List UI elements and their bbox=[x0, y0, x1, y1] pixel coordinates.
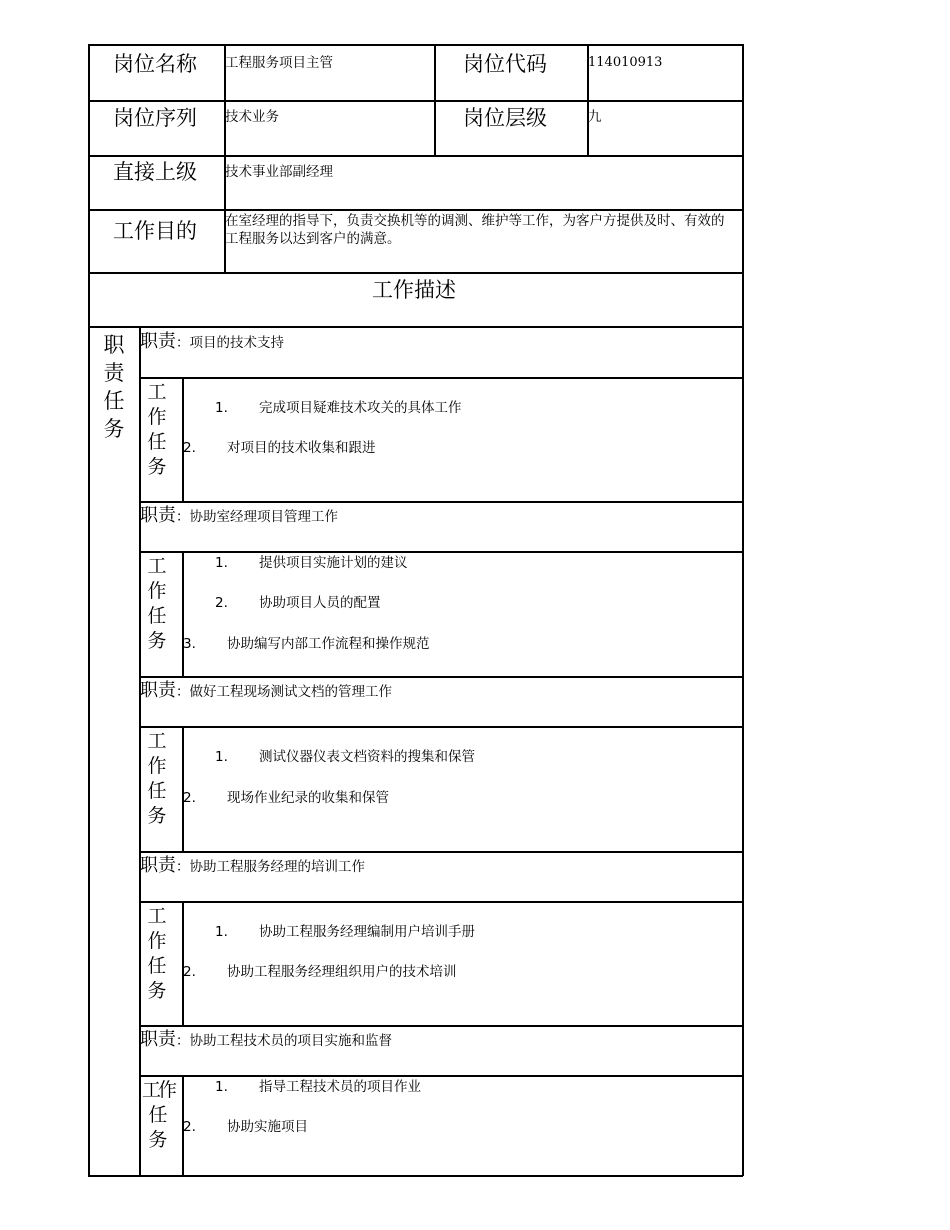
position-level-label: 岗位层级 bbox=[463, 106, 547, 130]
task-label-3: 工 作 任 务 bbox=[147, 730, 167, 827]
duty-prefix: 职责 bbox=[140, 855, 176, 876]
task-label-1: 工 作 任 务 bbox=[147, 381, 167, 478]
duty-5 bbox=[140, 1029, 392, 1052]
position-code-value: 114010913 bbox=[588, 55, 663, 70]
duty-prefix: 职责 bbox=[140, 1029, 176, 1050]
position-code-label: 岗位代码 bbox=[463, 52, 547, 76]
task-3-2: 2. 现场作业纪录的收集和保管 bbox=[183, 790, 389, 806]
task-1-2: 2. 对项目的技术收集和跟进 bbox=[183, 440, 376, 456]
duty-title: ：协助工程服务经理的培训工作 bbox=[176, 859, 365, 875]
duty-title: ：项目的技术支持 bbox=[176, 335, 284, 351]
position-series-label: 岗位序列 bbox=[113, 106, 197, 130]
task-2-2: 2. 协助项目人员的配置 bbox=[215, 595, 381, 611]
duty-2 bbox=[140, 505, 338, 528]
duty-prefix: 职责 bbox=[140, 331, 176, 352]
position-series-value: 技术业务 bbox=[225, 109, 279, 125]
objective-label: 工作目的 bbox=[113, 219, 197, 243]
position-name-value: 工程服务项目主管 bbox=[225, 55, 333, 71]
task-4-2: 2. 协助工程服务经理组织用户的技术培训 bbox=[183, 964, 457, 980]
duty-4 bbox=[140, 855, 365, 878]
duty-3 bbox=[140, 680, 392, 703]
duty-title: ：做好工程现场测试文档的管理工作 bbox=[176, 684, 392, 700]
duty-title: ：协助工程技术员的项目实施和监督 bbox=[176, 1033, 392, 1049]
task-label-2: 工 作 任 务 bbox=[147, 555, 167, 652]
position-level-value: 九 bbox=[588, 109, 602, 125]
task-label-5: 工作 任 务 bbox=[142, 1079, 175, 1151]
duty-prefix: 职责 bbox=[140, 505, 176, 526]
duties-vertical-label: 职 责 任 务 bbox=[103, 333, 125, 441]
task-2-1: 1. 提供项目实施计划的建议 bbox=[215, 555, 408, 571]
task-label-4: 工 作 任 务 bbox=[147, 905, 167, 1002]
duty-prefix: 职责 bbox=[140, 680, 176, 701]
supervisor-value: 技术事业部副经理 bbox=[225, 164, 333, 180]
section-title: 工作描述 bbox=[372, 278, 456, 302]
task-1-1: 1. 完成项目疑难技术攻关的具体工作 bbox=[215, 400, 462, 416]
duty-title: ：协助室经理项目管理工作 bbox=[176, 509, 338, 525]
duty-1 bbox=[140, 331, 284, 354]
supervisor-label: 直接上级 bbox=[113, 160, 197, 184]
task-5-2: 2. 协助实施项目 bbox=[183, 1119, 308, 1135]
task-3-1: 1. 测试仪器仪表文档资料的搜集和保管 bbox=[215, 749, 475, 765]
position-name-label: 岗位名称 bbox=[113, 52, 197, 76]
task-2-3: 3. 协助编写内部工作流程和操作规范 bbox=[183, 636, 430, 652]
task-5-1: 1. 指导工程技术员的项目作业 bbox=[215, 1079, 421, 1095]
task-4-1: 1. 协助工程服务经理编制用户培训手册 bbox=[215, 924, 475, 940]
objective-value: 在室经理的指导下，负责交换机等的调测、维护等工作，为客户方提供及时、有效的工程服务以达到客户的满意。 bbox=[225, 213, 725, 247]
